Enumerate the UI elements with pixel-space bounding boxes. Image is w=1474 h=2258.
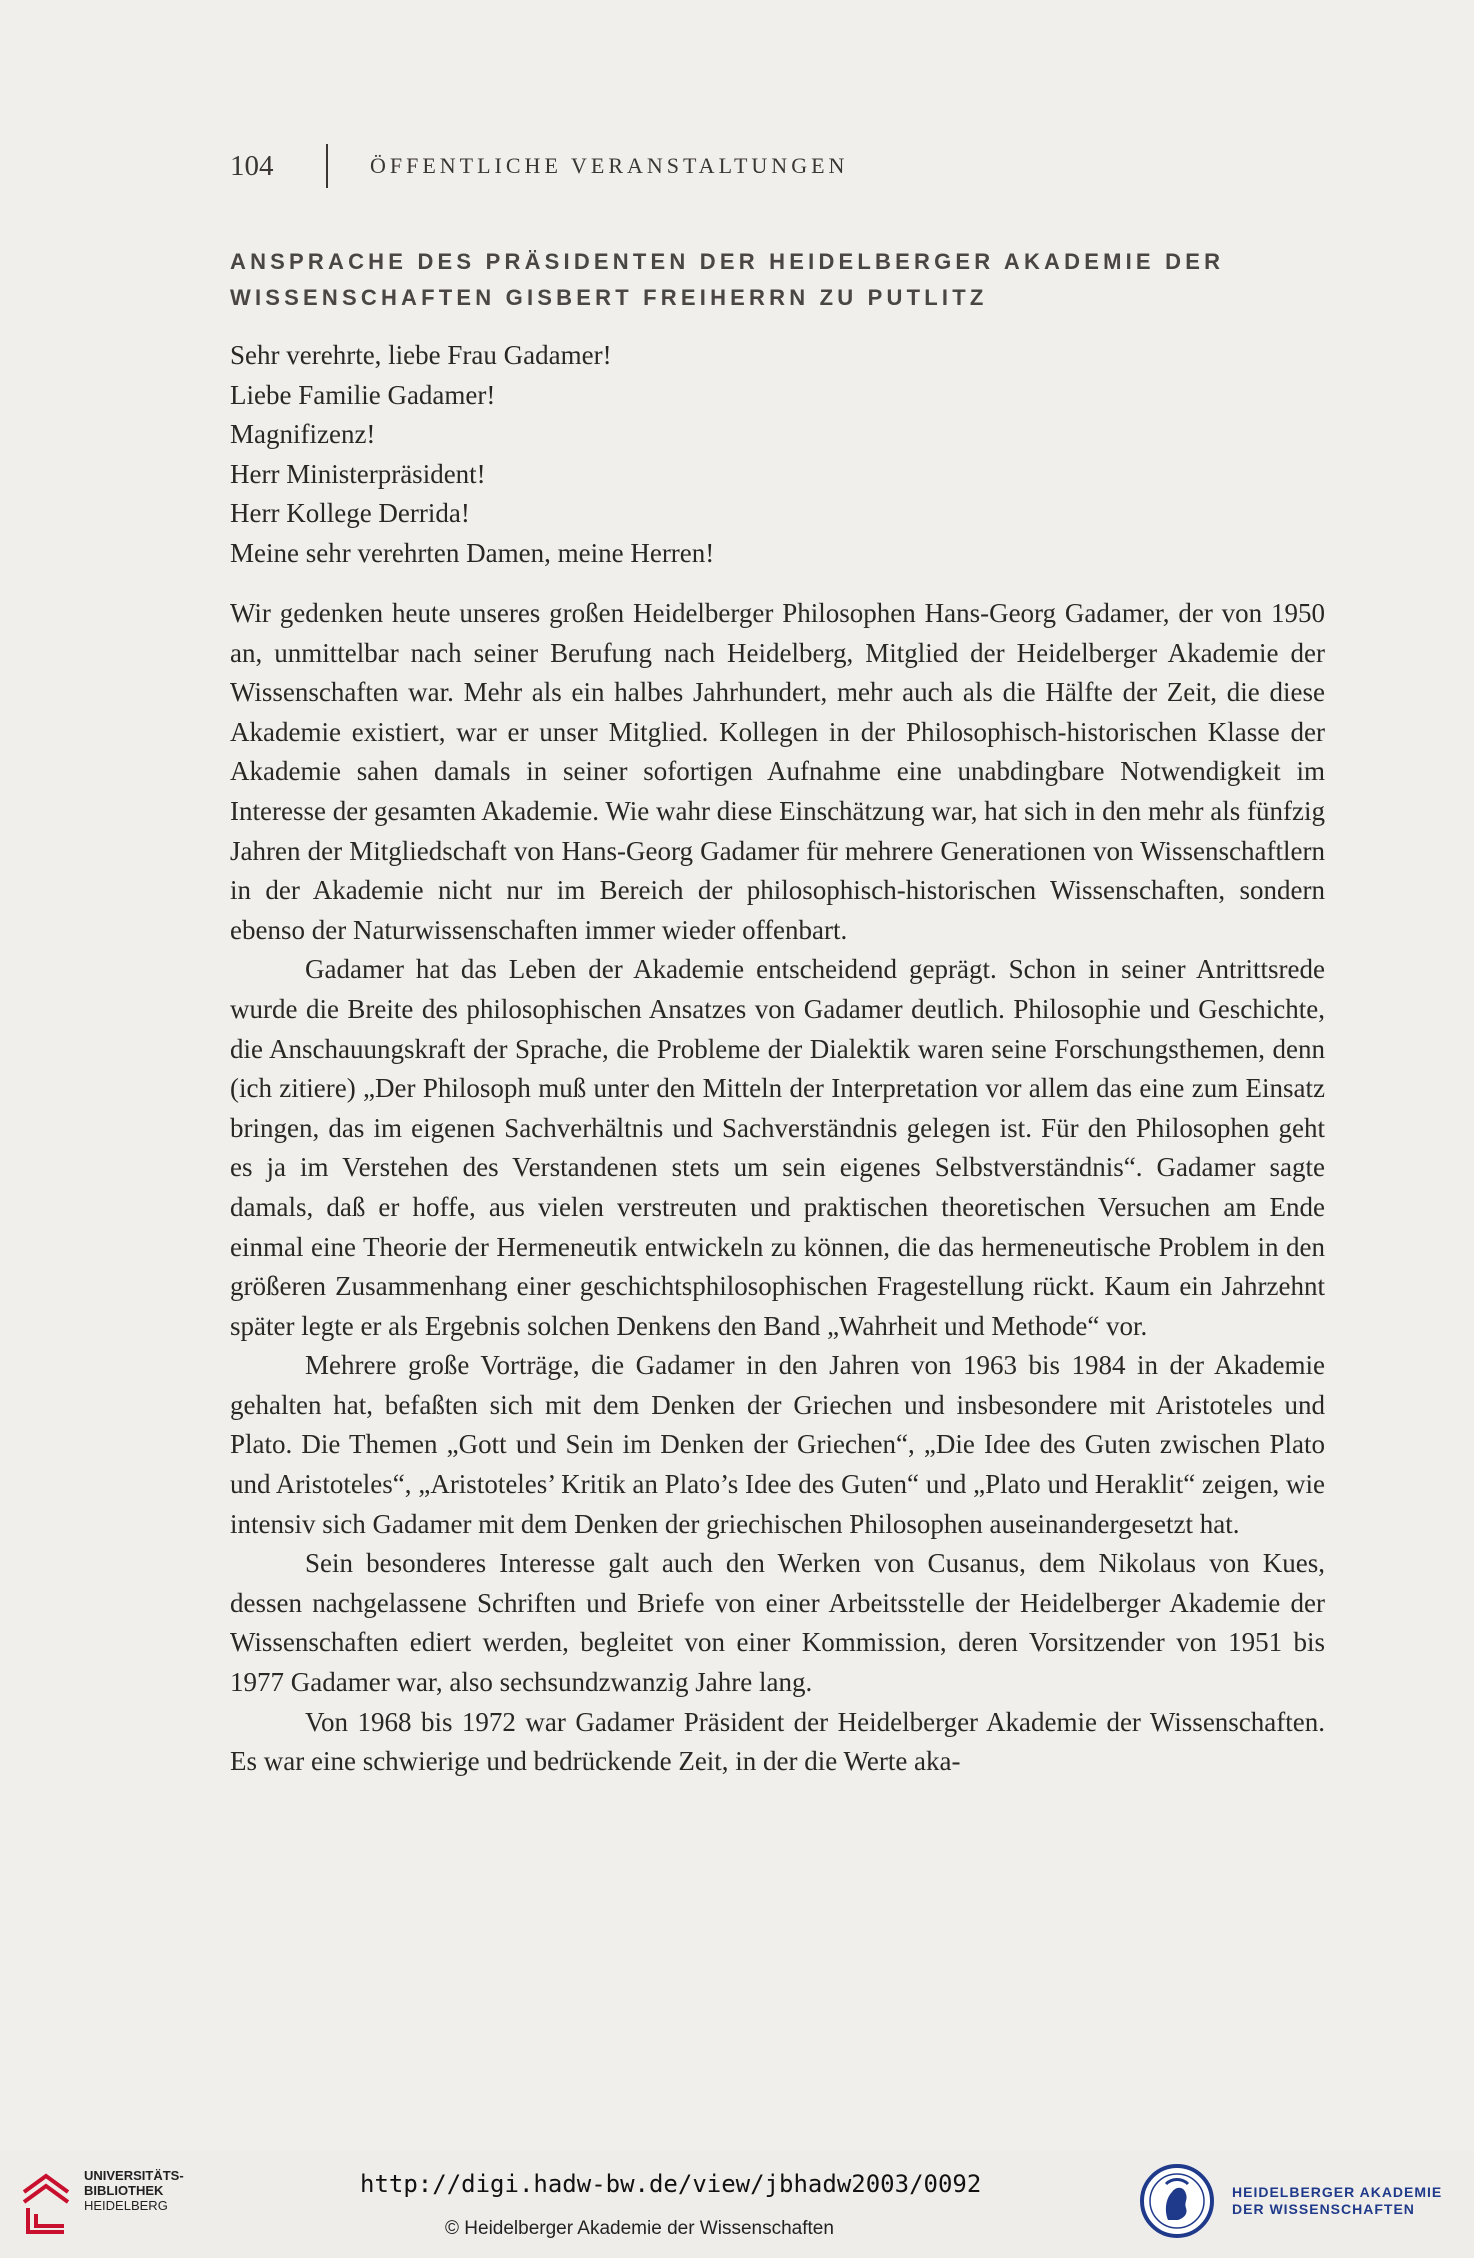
academy-name: HEIDELBERGER AKADEMIE DER WISSENSCHAFTEN bbox=[1232, 2184, 1443, 2217]
paragraph: Von 1968 bis 1972 war Gadamer Präsident der Heidelberger Akademie der Wissenschaften. Es war eine schwierige und bedrückende Zeit, in der die Werte aka- bbox=[230, 1706, 1325, 1777]
salutation-line: Sehr verehrte, liebe Frau Gadamer! bbox=[230, 340, 612, 370]
digitization-footer bbox=[0, 2150, 1474, 2258]
academy-seal-icon bbox=[1138, 2162, 1216, 2240]
permalink-url[interactable]: http://digi.hadw-bw.de/view/jbhadw2003/0092 bbox=[360, 2170, 982, 2198]
university-library-name: UNIVERSITÄTS- BIBLIOTHEK HEIDELBERG bbox=[84, 2168, 184, 2213]
paragraph: Sein besonderes Interesse galt auch den Werken von Cusanus, dem Nikolaus von Kues, dessen nachgelassene Schriften und Briefe von einer Arbeitsstelle der Heidelberger Akademie der Wissenschaften ediert werden, begleitet von einer Kommission, deren Vorsitzender von 1951 bis 1977 Gadamer war, also sechsundzwanzig Jahre lang. bbox=[230, 1548, 1325, 1698]
salutation-line: Magnifizenz! bbox=[230, 419, 376, 449]
running-head bbox=[230, 146, 848, 186]
section-heading: ANSPRACHE DES PRÄSIDENTEN DER HEIDELBERGER AKADEMIE DER WISSENSCHAFTEN GISBERT FREIHERRN ZU PUTLITZ bbox=[230, 249, 1225, 310]
paragraph: Mehrere große Vorträge, die Gadamer in den Jahren von 1963 bis 1984 in der Akademie gehalten hat, befaßten sich mit dem Denken der Griechen und insbesondere mit Aristoteles und Plato. Die Themen „Gott und Sein im Denken der Griechen“, „Die Idee des Guten zwischen Plato und Aristoteles“, „Aristoteles’ Kritik an Plato’s Idee des Guten“ und „Plato und Heraklit“ zeigen, wie intensiv sich Gadamer mit dem Denken der griechischen Philosophen auseinandergesetzt hat. bbox=[230, 1350, 1325, 1539]
paragraph: Gadamer hat das Leben der Akademie entscheidend geprägt. Schon in seiner Antrittsrede wurde die Breite des philosophischen Ansatzes von Gadamer deutlich. Philosophie und Geschichte, die Anschauungskraft der Sprache, die Probleme der Dialektik waren seine Forschungsthemen, denn (ich zitiere) „Der Philosoph muß unter den Mitteln der Interpretation vor allem das eine zum Einsatz bringen, das im eigenen Sachverhältnis und Sachverständnis gelegen ist. Für den Philosophen geht es ja im Verstehen des Verstandenen stets um sein eigenes Selbstverständnis“. Gadamer sagte damals, daß er hoffe, aus vielen verstreuten und praktischen theoretischen Versuchen am Ende einmal eine Theorie der Hermeneutik entwickeln zu können, die das hermeneutische Problem in den größeren Zusammenhang einer geschichtsphilosophischen Fragestellung rückt. Kaum ein Jahrzehnt später legte er als Ergebnis solchen Denkens den Band „Wahrheit und Methode“ vor. bbox=[230, 954, 1325, 1341]
salutation-line: Liebe Familie Gadamer! bbox=[230, 379, 496, 410]
running-head-title: ÖFFENTLICHE VERANSTALTUNGEN bbox=[370, 153, 849, 178]
salutation-line: Herr Ministerpräsident! bbox=[230, 458, 486, 489]
copyright-notice: © Heidelberger Akademie der Wissenschaften bbox=[445, 2218, 834, 2239]
body-text bbox=[230, 594, 1325, 1782]
salutation-line: Herr Kollege Derrida! bbox=[230, 498, 470, 528]
salutation-list bbox=[230, 336, 1330, 573]
paragraph: Wir gedenken heute unseres großen Heidelberger Philosophen Hans-Georg Gadamer, der von 1950 an, unmittelbar nach seiner Berufung nach Heidelberg, Mitglied der Heidelberger Akademie der Wissenschaften war. Mehr als ein halbes Jahrhundert, mehr auch als die Hälfte der Zeit, die diese Akademie existiert, war er unser Mitglied. Kollegen in der Philosophisch-historischen Klasse der Akademie sahen damals in seiner sofortigen Aufnahme eine unabdingbare Notwendigkeit im Interesse der gesamten Akademie. Wie wahr diese Einschätzung war, hat sich in den mehr als fünfzig Jahren der Mitgliedschaft von Hans-Georg Gadamer für mehrere Generationen von Wissenschaftlern in der Akademie nicht nur im Bereich der philosophisch-historischen Wissenschaften, sondern ebenso der Naturwissenschaften immer wieder offenbart. bbox=[230, 598, 1325, 945]
salutation-line: Meine sehr verehrten Damen, meine Herren! bbox=[230, 537, 715, 568]
running-head-divider bbox=[326, 144, 328, 188]
page-number: 104 bbox=[230, 149, 274, 182]
university-library-logo-icon bbox=[18, 2168, 74, 2238]
